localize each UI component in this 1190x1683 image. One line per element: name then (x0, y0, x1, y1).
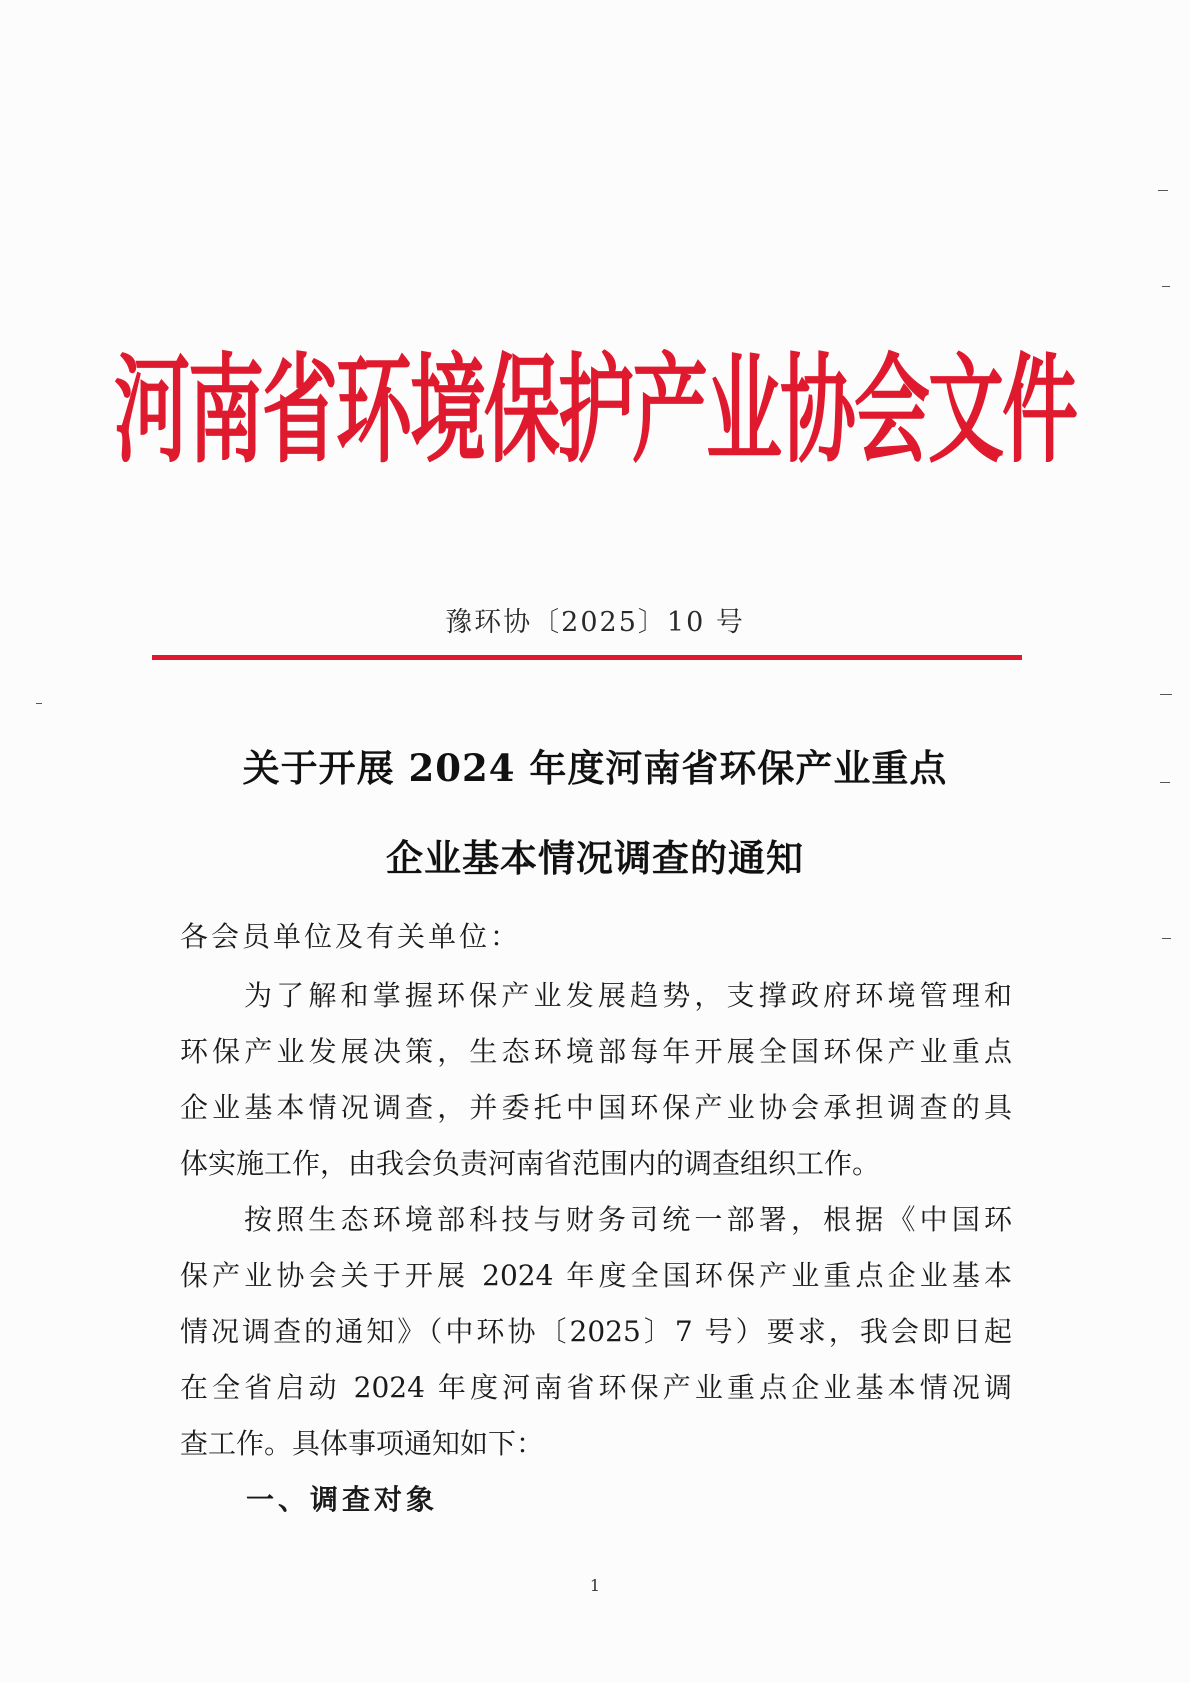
body-text (180, 968, 1012, 1472)
salutation: 各会员单位及有关单位： (180, 920, 522, 953)
scan-mark (1158, 190, 1168, 191)
body-line: 环保产业发展决策，生态环境部每年开展全国环保产业重点 (180, 1035, 1012, 1068)
scan-mark (1162, 286, 1170, 287)
body-line: 查工作。具体事项通知如下： (180, 1427, 545, 1460)
section-heading-1: 一、调查对象 (246, 1483, 439, 1516)
body-line: 企业基本情况调查，并委托中国环保产业协会承担调查的具 (180, 1091, 1012, 1124)
scan-mark (1160, 694, 1172, 695)
notice-title-line-2: 企业基本情况调查的通知 (386, 836, 804, 880)
scan-mark (1160, 782, 1170, 783)
body-line: 情况调查的通知》（中环协〔2025〕7 号）要求，我会即日起 (180, 1315, 1012, 1348)
body-line: 在全省启动 2024 年度河南省环保产业重点企业基本情况调 (180, 1371, 1012, 1404)
body-line: 保产业协会关于开展 2024 年度全国环保产业重点企业基本 (180, 1259, 1012, 1292)
scan-mark (1162, 938, 1171, 939)
body-line: 按照生态环境部科技与财务司统一部署，根据《中国环 (244, 1203, 1012, 1236)
org-file-title: 河南省环境保护产业协会文件 (114, 340, 1076, 479)
red-divider-line (152, 655, 1022, 660)
page-number: 1 (589, 1576, 601, 1595)
body-line: 体实施工作，由我会负责河南省范围内的调查组织工作。 (180, 1147, 881, 1180)
notice-title-line-1: 关于开展 2024 年度河南省环保产业重点 (242, 746, 948, 790)
body-line: 为了解和掌握环保产业发展趋势，支撑政府环境管理和 (244, 979, 1012, 1012)
document-number: 豫环协〔2025〕10 号 (445, 607, 745, 638)
scan-mark (36, 703, 42, 704)
